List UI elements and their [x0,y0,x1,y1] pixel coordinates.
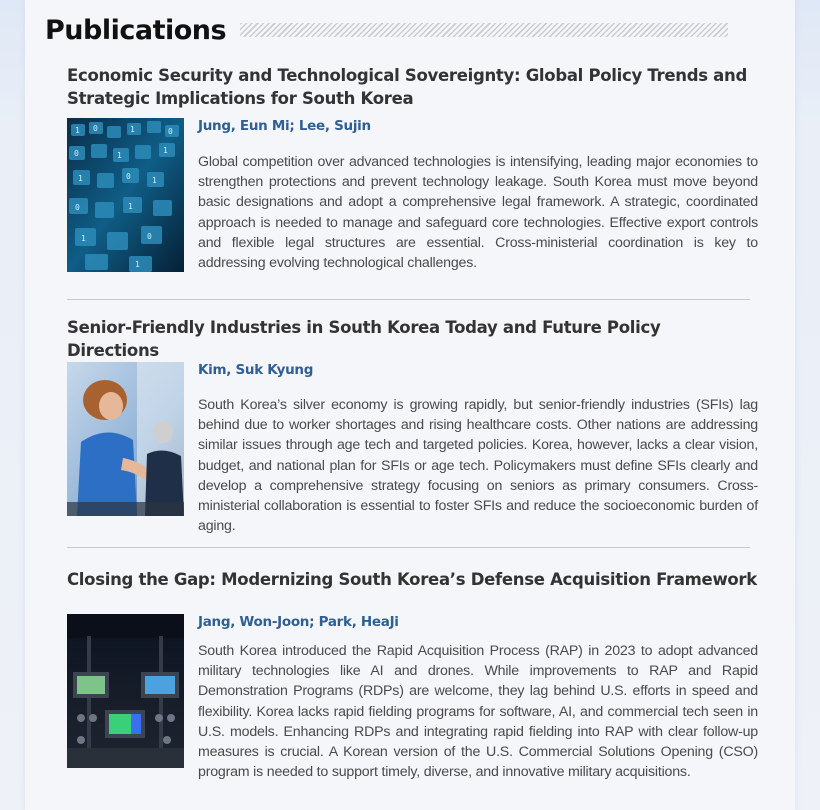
publication-item-3 [67,568,757,788]
publication-abstract: South Korea introduced the Rapid Acquisition Process (RAP) in 2023 to adopt advanced military technologies like AI and drones. While improvements to RAP and Rapid Demonstration Programs (RDPs) are welcome, they lag behind U.S. efforts in speed and flexibility. Korea lacks rapid fielding programs for software, AI, and commercial tech seen in U.S. models. Enhancing RDPs and integrating rapid fielding into RAP with clear follow-up measures is crucial. A Korean version of the U.S. Commercial Solutions Opening (CSO) program is needed to support timely, diverse, and innovative military acquisitions. [198,643,758,781]
seniors-exercising-image[interactable] [67,362,184,516]
divider [67,299,750,300]
section-title: Publications [45,14,227,46]
divider [67,547,750,548]
section-header [45,12,728,48]
publication-title[interactable]: Closing the Gap: Modernizing South Korea’s Defense Acquisition Framework [67,570,757,589]
hatch-rule [240,23,728,37]
svg-text:1: 1 [117,151,122,160]
svg-text:0: 0 [93,124,98,133]
publication-item-2 [67,316,758,535]
svg-text:0: 0 [74,149,79,158]
publication-authors[interactable]: Jang, Won-Joon; Park, HeaJi [198,614,399,630]
publication-abstract: Global competition over advanced technologies is intensifying, leading major economies to strengthen protections and prevent technology leakage. South Korea must move beyond basic designations and adopt a comprehensive legal framework. A strategic, coordinated approach is needed to manage and safeguard core technologies. Effective export controls and flexible legal structures are essential. Cross-ministerial coordination is key to addressing evolving technological challenges. [198,154,758,272]
publication-authors[interactable]: Kim, Suk Kyung [198,362,314,378]
publication-item-1 [67,64,757,279]
cockpit-instrument-panel-image[interactable] [67,614,184,768]
svg-text:0: 0 [147,232,152,241]
svg-text:0: 0 [126,172,131,181]
svg-text:1: 1 [128,202,133,211]
publication-abstract: South Korea’s silver economy is growing rapidly, but senior-friendly industries (SFIs) lag behind due to worker shortages and rising healthcare costs. Other nations are addressing similar issues through age tech and targeted policies. Korea, however, lacks a clear vision, budget, and national plan for SFIs or age tech. Policymakers must define SFIs clearly and develop a comprehensive strategy focusing on seniors as primary consumers. Cross-ministerial collaboration is essential to foster SFIs and reduce the socioeconomic burden of aging. [198,397,758,535]
svg-text:1: 1 [152,176,157,185]
svg-text:1: 1 [130,125,135,134]
svg-text:1: 1 [135,260,140,269]
svg-text:1: 1 [163,146,168,155]
svg-text:0: 0 [75,203,80,212]
binary-code-keyboard-image[interactable] [67,118,184,272]
publication-title[interactable]: Senior-Friendly Industries in South Korea Today and Future Policy Directions [67,318,661,360]
publication-title[interactable]: Economic Security and Technological Sovereignty: Global Policy Trends and Strategic Implications for South Korea [67,66,747,108]
svg-text:1: 1 [75,126,80,135]
publication-authors[interactable]: Jung, Eun Mi; Lee, Sujin [198,118,371,134]
svg-text:1: 1 [81,234,86,243]
svg-text:1: 1 [78,174,83,183]
svg-text:0: 0 [168,127,173,136]
